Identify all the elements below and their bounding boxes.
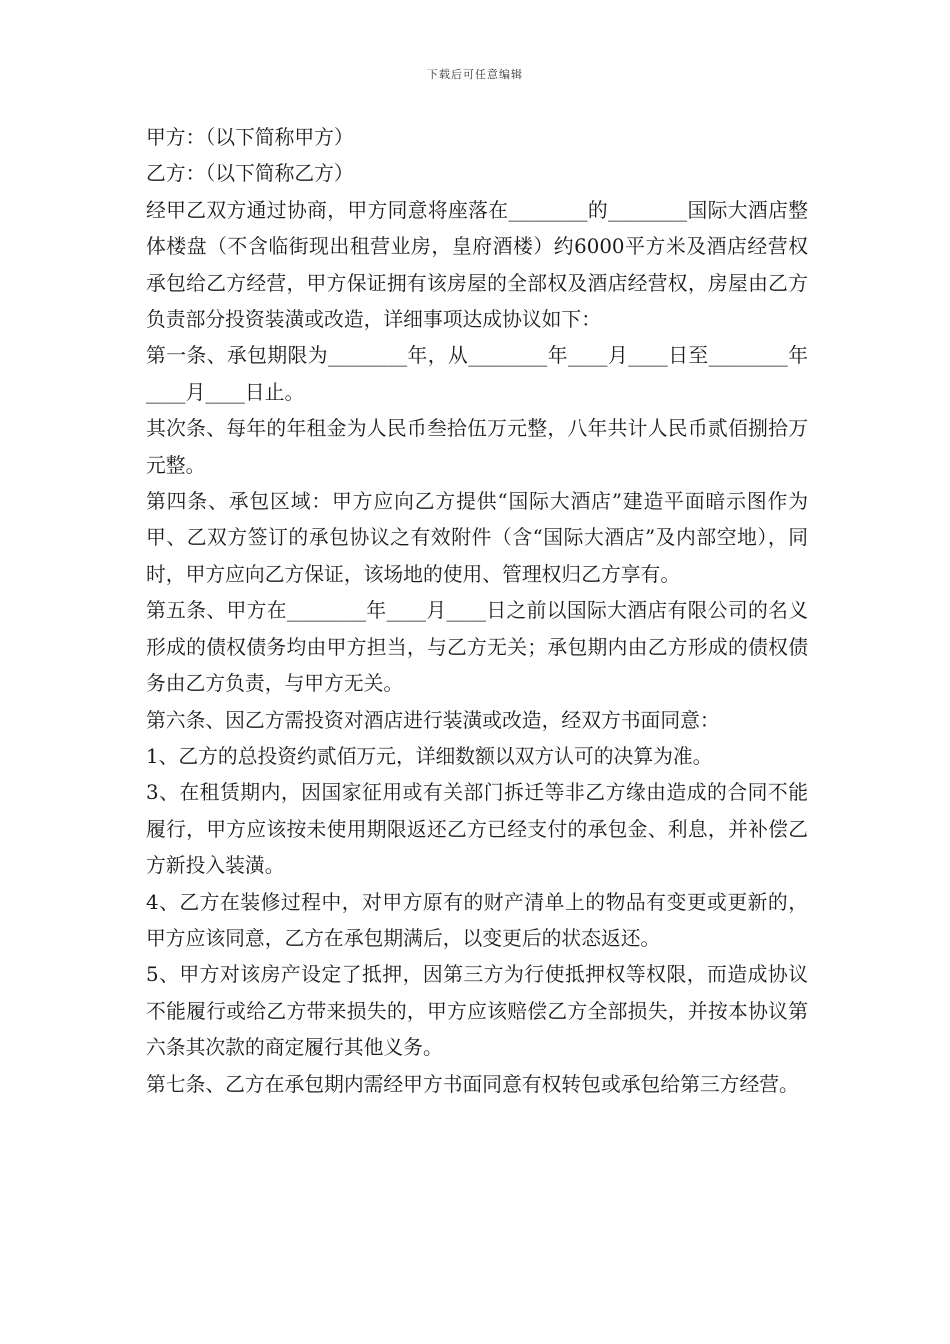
article-1-term: 第一条、承包期限为________年，从________年____月____日至________年____月____日止。 xyxy=(146,344,808,404)
article-5-debts: 第五条、甲方在________年____月____日之前以国际大酒店有限公司的名义形成的债权债务均由甲方担当，与乙方无关；承包期内由乙方形成的债权债务由乙方负责，与甲方无关。 xyxy=(146,599,808,696)
article-7-sublease: 第七条、乙方在承包期内需经甲方书面同意有权转包或承包给第三方经营。 xyxy=(146,1072,799,1096)
article-6-item-3: 3、在租赁期内，因国家征用或有关部门拆迁等非乙方缘由造成的合同不能履行，甲方应该按未使用期限返还乙方已经支付的承包金、利息，并补偿乙方新投入装潢。 xyxy=(146,781,808,878)
page-header-note: 下载后可任意编辑 xyxy=(427,68,523,81)
party-a-line: 甲方：（以下简称甲方） xyxy=(146,126,354,149)
article-2-rent: 其次条、每年的年租金为人民币叁拾伍万元整，八年共计人民币贰佰捌拾万元整。 xyxy=(146,417,808,477)
contract-body xyxy=(146,120,808,1103)
article-4-area: 第四条、承包区域：甲方应向乙方提供“国际大酒店”建造平面暗示图作为甲、乙双方签订的承包协议之有效附件（含“国际大酒店”及内部空地），同时，甲方应向乙方保证，该场地的使用、管理权归乙方享有。 xyxy=(146,490,808,586)
article-6-item-1: 1、乙方的总投资约贰佰万元，详细数额以双方认可的决算为准。 xyxy=(146,744,713,768)
article-6-renovation: 第六条、因乙方需投资对酒店进行装潢或改造，经双方书面同意： xyxy=(146,708,720,732)
article-6-item-5: 5、甲方对该房产设定了抵押，因第三方为行使抵押权等权限，而造成协议不能履行或给乙方带来损失的，甲方应该赔偿乙方全部损失，并按本协议第六条其次款的商定履行其他义务。 xyxy=(146,963,808,1060)
party-b-line: 乙方：（以下简称乙方） xyxy=(146,162,354,186)
preamble-paragraph: 经甲乙双方通过协商，甲方同意将座落在________的________国际大酒店整体楼盘（不含临街现出租营业房，皇府酒楼）约6000平方米及酒店经营权承包给乙方经营，甲方保证拥有该房屋的全部权及酒店经营权，房屋由乙方负责部分投资装潢或改造，详细事项达成协议如下： xyxy=(146,198,808,332)
article-6-item-4: 4、乙方在装修过程中，对甲方原有的财产清单上的物品有变更或更新的，甲方应该同意，乙方在承包期满后，以变更后的状态返还。 xyxy=(146,890,808,950)
